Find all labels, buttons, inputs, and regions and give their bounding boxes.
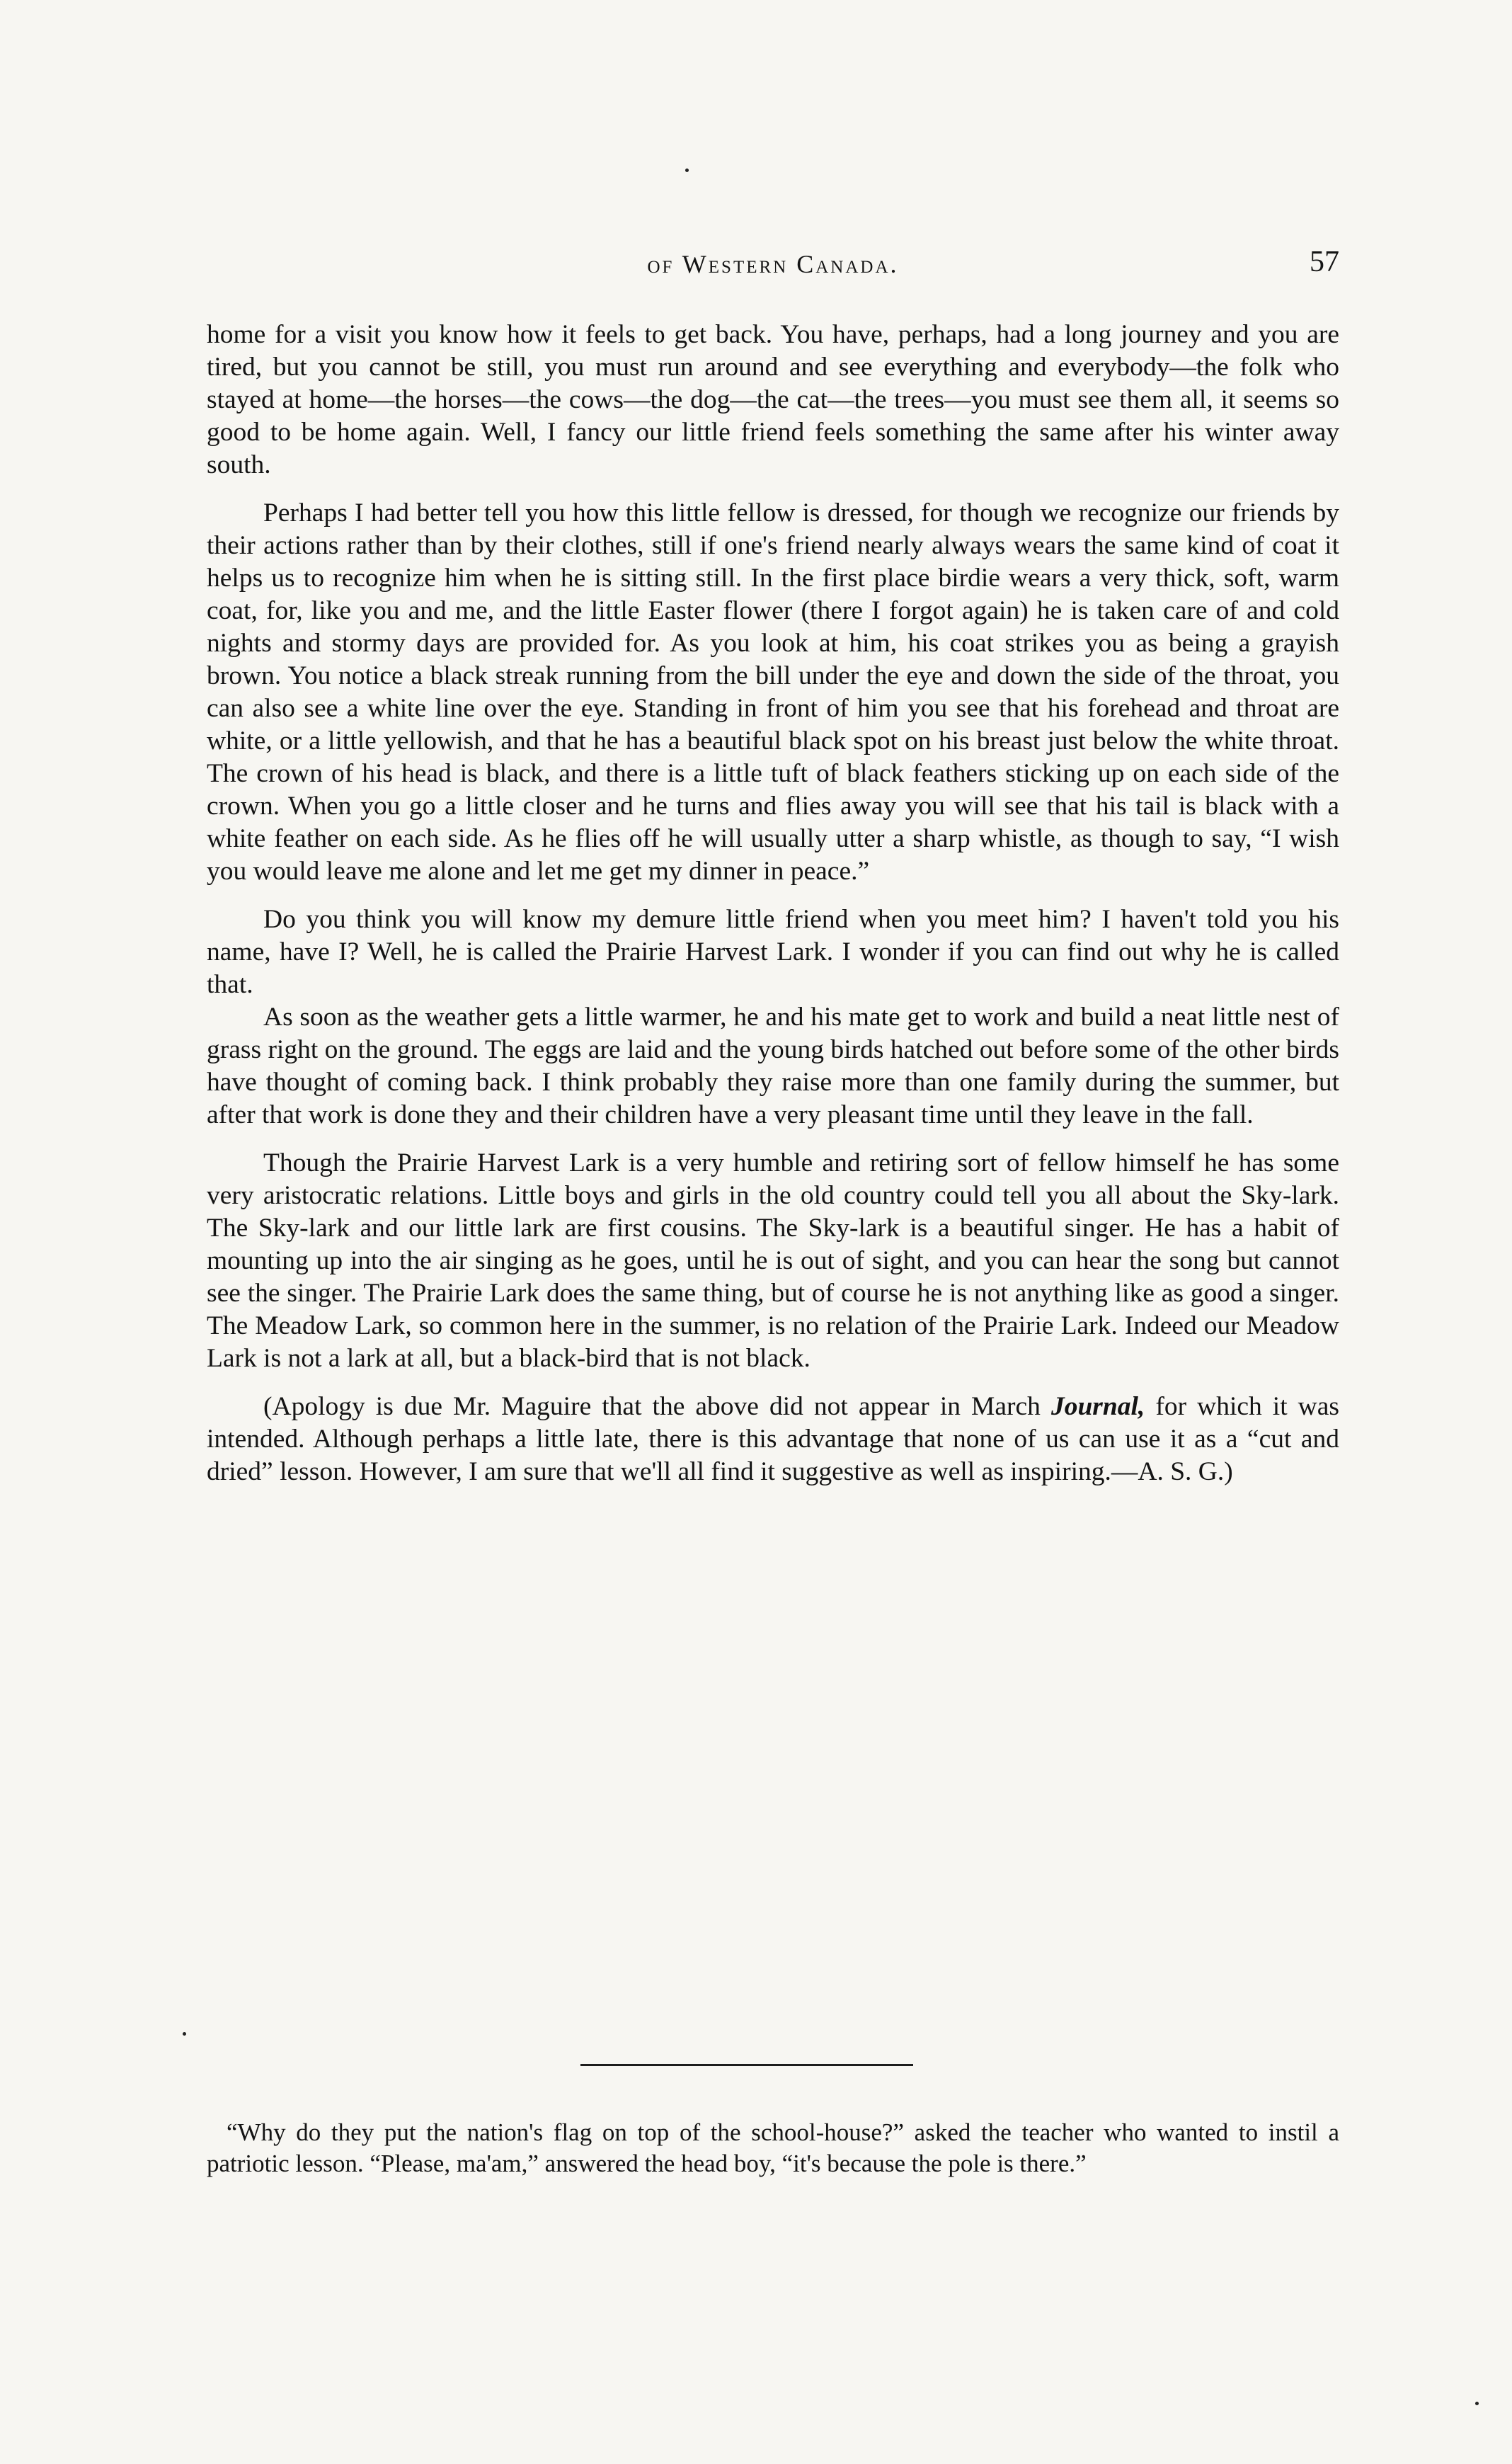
- speck-mark: [183, 2032, 186, 2036]
- running-title: of Western Canada.: [647, 250, 899, 278]
- joke-paragraph: “Why do they put the nation's flag on top of the school-house?” asked the teacher who wanted to instil a patriotic lesson. “Please, ma'am,” answered the head boy, “it's because the pole is there.”: [207, 2118, 1339, 2177]
- paragraph-appearance: Perhaps I had better tell you how this little fellow is dressed, for though we recognize our friends by their actions rather than by their clothes, still if one's friend nearly always wears the same kind of coat it helps us to recognize him when he is sitting still. In the first place birdie wears a very thick, soft, warm coat, for, like you and me, and the little Easter flower (there I forgot again) he is taken care of and cold nights and stormy days are provided for. As you look at him, his coat strikes you as being a grayish brown. You notice a black streak running from the bill under the eye and down the side of the throat, you can also see a white line over the eye. Standing in front of him you see that his forehead and throat are white, or a little yellowish, and that he has a beautiful black spot on his breast just below the white throat. The crown of his head is black, and there is a little tuft of black feathers sticking up on each side of the crown. When you go a little closer and he turns and flies away you will see that his tail is black with a white feather on each side. As he flies off he will usually utter a sharp whistle, as though to say, “I wish you would leave me alone and let me get my dinner in peace.”: [207, 498, 1339, 886]
- paragraph-relations: Though the Prairie Harvest Lark is a very humble and retiring sort of fellow himself he has some very aristocratic relations. Little boys and girls in the old country could tell you all about the Sky-lark. The Sky-lark and our little lark are first cousins. The Sky-lark is a beautiful singer. He has a habit of mounting up into the air singing as he goes, until he is out of sight, and you can hear the song but cannot see the singer. The Prairie Lark does the same thing, but of course he is not anything like as good a singer. The Meadow Lark, so common here in the summer, is no relation of the Prairie Lark. Indeed our Meadow Lark is not a lark at all, but a black-bird that is not black.: [207, 1148, 1339, 1373]
- journal-title: Journal,: [1050, 1392, 1145, 1421]
- speck-mark: [685, 169, 689, 172]
- paragraph-nesting: As soon as the weather gets a little warmer, he and his mate get to work and build a neat little nest of grass right on the ground. The eggs are laid and the young birds hatched out before some of the other birds have thought of coming back. I think probably they raise more than one family during the summer, but after that work is done they and their children have a very pleasant time until they leave in the fall.: [207, 1003, 1339, 1129]
- editor-note-text-end: for which it was intended. Although perhaps a little late, there is this advantage that none of us can use it as a “cut and dried” lesson. However, I am sure that we'll all find it suggestive as well as inspiring.—A. S. G.): [207, 1392, 1339, 1486]
- paragraph-continued: home for a visit you know how it feels to get back. You have, perhaps, had a long journey and you are tired, but you cannot be still, you must run around and see everything and everybody—the folk who stayed at home—the horses—the cows—the dog—the cat—the trees—you must see them all, it seems so good to be home again. Well, I fancy our little friend feels something the same after his winter away south.: [207, 320, 1339, 479]
- running-head: [207, 246, 1339, 292]
- joke-section: [207, 2117, 1339, 2179]
- section-divider: [580, 2064, 913, 2066]
- paragraph-name: Do you think you will know my demure little friend when you meet him? I haven't told you his name, have I? Well, he is called the Prairie Harvest Lark. I wonder if you can find out why he is called that.: [207, 905, 1339, 999]
- editor-note-text: (Apology is due Mr. Maguire that the above did not appear in March: [263, 1392, 1051, 1421]
- article-body: [207, 319, 1339, 1488]
- speck-mark: [1475, 2402, 1479, 2405]
- editor-note: [207, 1391, 1339, 1488]
- page-number: 57: [1310, 246, 1339, 278]
